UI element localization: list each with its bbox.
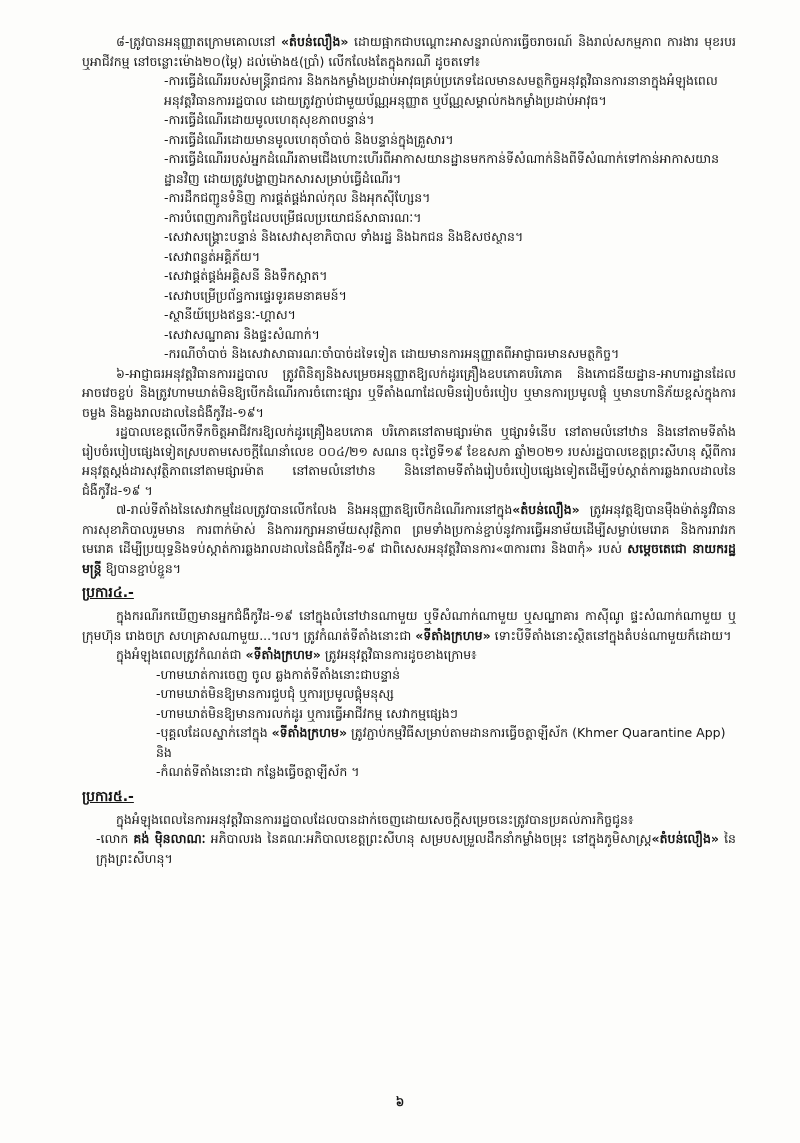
list-item: -ការធ្វើដំណើររបស់មន្ត្រីរាជការ និងកងកម្លាំងប្រដាប់អាវុធគ្រប់ប្រភេទដែលមានសមត្ថកិច្ចអនុវត្តវិធានការនានាក្នុងអំឡុងពេលអនុវត្តវិធានការរដ្ឋបាល ដោយត្រូវភ្ជាប់ជាមួយប័ណ្ណអនុញ្ញាត ឬប័ណ្ណសម្គាល់កងកម្លាំងប្រដាប់អាវុធ។ (164, 73, 718, 108)
a5p2-text-a: -លោក (96, 831, 134, 846)
list-item: -សេវាផ្គត់ផ្គង់អគ្គិសនី និងទឹកស្អាត។ (164, 268, 328, 283)
a5p2-text-c: អភិបាលរង នៃគណៈអភិបាលខេត្តព្រះសីហនុ សម្របសម្រួលដឹកនាំកម្លាំងចម្រុះ នៅក្នុងភូមិសាស្ត្រ (205, 831, 652, 846)
list-item: -ហាមឃាត់មិនឱ្យមានការលក់ដូរ ឬការធ្វើអាជីវកម្ម សេវាកម្មផ្សេងៗ (156, 705, 458, 721)
para8-text-a: ៨-ត្រូវបានអនុញ្ញាតក្រោមគោលនៅ (116, 34, 281, 49)
yellow-zone-label: «តំបន់លឿង» (651, 831, 719, 846)
list-item: -ការដឹកជញ្ជូនទំនិញ ការផ្គត់ផ្គង់រាល់កុល និងអុកស៊ីហ្សែន។ (164, 190, 431, 205)
list-item: -សេវាសណ្ឋាគារ និងផ្ទះសំណាក់។ (164, 326, 320, 342)
paragraph-11 (82, 500, 736, 578)
list-item: -ហាមឃាត់ការចេញ ចូល ឆ្លងកាត់ទីតាំងនោះជាបន្ទាន់ (156, 666, 401, 682)
list-item: -ហាមឃាត់មិនឱ្យមានការជួបជុំ ឬការប្រមូលផ្តុំមនុស្ស (156, 686, 394, 701)
list-item: -ការបំពេញភារកិច្ចដែលបម្រើផលប្រយោជន៍សាធារណៈ។ (164, 209, 422, 225)
paragraph-8 (82, 32, 736, 71)
yellow-zone-label: «តំបន់លឿង» (512, 502, 580, 517)
list-item: -ការធ្វើដំណើរដោយមូលហេតុសុខភាពបន្ទាន់។ (164, 112, 375, 127)
paragraph-10: រដ្ឋបាលខេត្តលើកទឹកចិត្តអាជីវករឱ្យលក់ដូរគ្រឿងឧបភោគ បរិភោគនៅតាមផ្សារម៉ាត ឬផ្សារទំនើប នៅតាមលំនៅឋាន និងនៅតាមទីតាំងរៀបចំរបៀបផ្សេងទៀតស្របតាមសេចក្តីណែនាំលេខ ០០៤/២១ សណន ចុះថ្ងៃទី១៩ ខែឧសភា ឆ្នាំ២០២១ របស់រដ្ឋបាលខេត្តព្រះសីហនុ ស្តីពីការអនុវត្តស្តង់ដារសុវត្ថិភាពនៅតាមផ្សារម៉ាត នៅតាមលំនៅឋាន និងនៅតាមទីតាំងរៀបចំរបៀបផ្សេងទៀតដើម្បីទប់ស្កាត់ការឆ្លងរាលដាលនៃជំងឺកូវីដ-១៩ ។ (82, 424, 736, 498)
a5p2-text-e: នៃក្រុងព្រះសីហនុ។ (96, 831, 736, 866)
para11-text-c: ត្រូវអនុវត្តឱ្យបានម៉ឺងម៉ាត់នូវវិធានការសុខាភិបាលរួមមាន ការពាក់ម៉ាស់ និងការរក្សាអនាម័យសុវត្ថិភាព ព្រមទាំងប្រកាន់ខ្ជាប់នូវការធ្វើអនាម័យដើម្បីសម្លាប់មេរោគ និងការរាវរកមេរោគ ដើម្បីប្រយុទ្ធនិងទប់ស្កាត់ការឆ្លងរាលដាលនៃជំងឺកូវីដ-១៩ ជាពិសេសអនុវត្តវិធានការ«៣ការពារ និង៣កុំ» របស់ (82, 502, 736, 556)
para8-text-c: ដោយផ្អាកជាបណ្ដោះអាសន្នរាល់ការធ្វើចរាចរណ៍ និងរាល់សកម្មភាព ការងារ មុខរបរ ឬអាជីវកម្ម នៅចន្លោះម៉ោង២០(ម្ភៃ) ដល់ម៉ោង៥(ប្រាំ) លើកលែងតែក្នុងករណី ដូចតទៅ៖ (82, 34, 736, 69)
a4p1-text-c: ទោះបីទីតាំងនោះស្ថិតនៅក្នុងតំបន់ណាមួយក៏ដោយ។ (490, 627, 732, 643)
para11-text-e: ឱ្យបានខ្ជាប់ខ្ជួន។ (101, 560, 182, 576)
article-5-paragraph-1: ក្នុងអំឡុងពេលនៃការអនុវត្តវិធានការរដ្ឋបាលដែលបានដាក់ចេញដោយសេចក្តីសម្រេចនេះត្រូវបានប្រគល់ភារកិច្ចជូន៖ (116, 811, 634, 827)
article-5-paragraph-2 (82, 829, 736, 868)
a4p1-text-a: ក្នុងករណីរកឃើញមានអ្នកជំងឺកូវីដ-១៩ នៅក្នុងលំនៅឋានណាមួយ ឬទីសំណាក់ណាមួយ ឬសណ្ឋាគារ កាស៊ីណូ ផ្ទះសំណាក់ណាមួយ ឬក្រុមហ៊ុន រោងចក្រ សហគ្រាសណាមួយ...។ល។ ត្រូវកំណត់ទីតាំងនោះជា (82, 608, 736, 643)
official-name: គង់ ម៉ិនលាណៈ (133, 831, 206, 846)
list-item: -ករណីចាំបាច់ និងសេវាសាធារណៈចាំបាច់ដទៃទៀត ដោយមានការអនុញ្ញាតពីអាជ្ញាធរមានសមត្ថកិច្ច។ (164, 346, 620, 361)
item4-text-c: ត្រូវភ្ជាប់កម្មវិធីសម្រាប់តាមដានការធ្វើចត្តាឡីស័ក (Khmer Quarantine App) និង (156, 725, 726, 760)
paragraph-9: ៦-អាជ្ញាធរអនុវត្តវិធានការរដ្ឋបាល ត្រូវពិនិត្យនិងសម្រេចអនុញ្ញាតឱ្យលក់ដូរគ្រឿងឧបភោគបរិភោគ និងភោជនីយដ្ឋាន-អាហារដ្ឋានដែលអាចវេចខ្ចប់ និងត្រូវហាមឃាត់មិនឱ្យបើកដំណើរការចំពោះផ្សារ ឬទីតាំងណាដែលមិនរៀបចំរបៀប ឬមានការប្រមូលផ្តុំ ឬមានហានិភ័យខ្ពស់ក្នុងការចម្លង និងឆ្លងរាលដាលនៃជំងឺកូវីដ-១៩។ (82, 365, 736, 420)
list-item: -ស្ថានីយ៍ប្រេងឥន្ធនៈ-ហ្គាស។ (164, 307, 296, 322)
para11-text-a: ៧-រាល់ទីតាំងនៃសេវាកម្មដែលត្រូវបានលើកលែង និងអនុញ្ញាតឱ្យបើកដំណើរការនៅក្នុង (116, 502, 513, 517)
red-zone-label: «ទីតាំងក្រហម» (271, 725, 348, 740)
page-number: ៦ (395, 1095, 405, 1109)
a4p2-text-a: ក្នុងអំឡុងពេលត្រូវកំណត់ជា (116, 647, 246, 662)
red-zone-measures-list (82, 665, 736, 782)
red-zone-label: «ទីតាំងក្រហម» (245, 647, 321, 662)
yellow-zone-label: «តំបន់លឿង» (280, 34, 349, 49)
article-4-paragraph-1 (82, 606, 736, 645)
article-4-heading: ប្រការ៤.- (82, 585, 134, 601)
item4-text-a: -បុគ្គលដែលស្នាក់នៅក្នុង (156, 725, 272, 740)
exceptions-list (82, 71, 736, 364)
list-item: -ការធ្វើដំណើររបស់អ្នកដំណើរតាមជើងហោះហើរពីអាកាសយានដ្ឋានមកកាន់ទីសំណាក់និងពីទីសំណាក់ទៅកាន់អាកាសយានដ្ឋានវិញ ដោយត្រូវបង្ហាញឯកសារសម្រាប់ធ្វើដំណើរ។ (164, 151, 720, 186)
article-4-paragraph-2 (82, 645, 736, 665)
a4p2-text-c: ត្រូវអនុវត្តវិធានការដូចខាងក្រោម៖ (320, 647, 477, 662)
list-item: -សេវាបម្រើប្រព័ន្ធការផ្ទេរទូរគមនាគមន៍។ (164, 287, 347, 303)
red-zone-label: «ទីតាំងក្រហម» (415, 627, 491, 643)
list-item: -កំណត់ទីតាំងនោះជា កន្លែងធ្វើចត្តាឡីស័ក ។ (156, 764, 360, 779)
list-item: -សេវាសង្គ្រោះបន្ទាន់ និងសេវាសុខាភិបាល ទាំងរដ្ឋ និងឯកជន និងឱសថស្ថាន។ (164, 229, 524, 244)
list-item: -សេវាពន្លត់អគ្គិភ័យ។ (164, 248, 261, 264)
list-item (156, 723, 736, 762)
article-5-heading: ប្រការ៥.- (82, 788, 134, 805)
list-item: -ការធ្វើដំណើរដោយមានមូលហេតុចាំបាច់ និងបន្ទាន់ក្នុងគ្រួសារ។ (164, 131, 454, 147)
prime-minister-title: សម្តេចតេជោ នាយករដ្ឋមន្ត្រី (82, 541, 736, 576)
